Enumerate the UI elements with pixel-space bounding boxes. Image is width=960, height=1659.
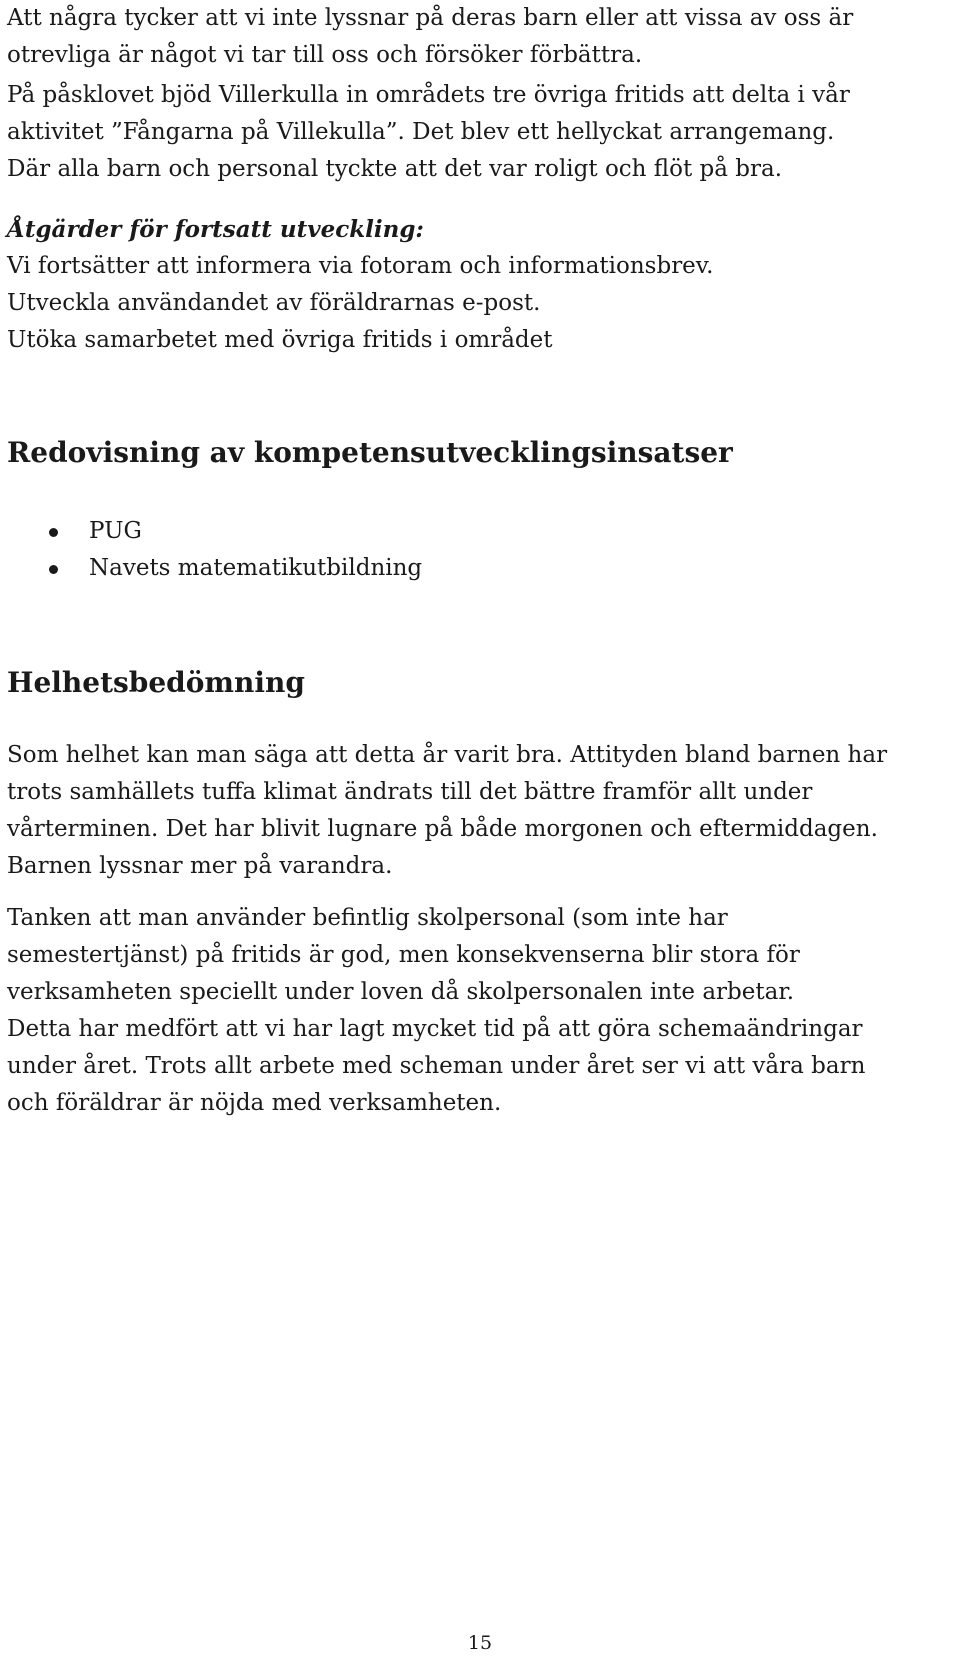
list-item-label: Navets matematikutbildning	[89, 555, 423, 581]
list-item	[7, 513, 952, 550]
bullet-icon	[49, 528, 58, 537]
page-content	[7, 0, 952, 1122]
overall-paragraph-2	[7, 900, 952, 1122]
text-line: Barnen lyssnar mer på varandra.	[7, 853, 393, 879]
text-line: verksamheten speciellt under loven då skolpersonalen inte arbetar.	[7, 979, 795, 1005]
easter-paragraph	[7, 77, 952, 188]
list-item-label: PUG	[89, 518, 142, 544]
page-number-label: 15	[467, 1632, 493, 1654]
text-line: Där alla barn och personal tyckte att det var roligt och flöt på bra.	[7, 156, 783, 182]
text-line: semestertjänst) på fritids är god, men konsekvenserna blir stora för	[7, 942, 800, 968]
competence-list	[7, 513, 952, 587]
intro-paragraph	[7, 0, 952, 74]
text-line: under året. Trots allt arbete med scheman under året ser vi att våra barn	[7, 1053, 866, 1079]
text-line: aktivitet ”Fångarna på Villekulla”. Det blev ett hellyckat arrangemang.	[7, 119, 835, 145]
text-line: Utöka samarbetet med övriga fritids i området	[7, 327, 553, 353]
text-line: trots samhällets tuffa klimat ändrats till det bättre framför allt under	[7, 779, 813, 805]
page-number	[0, 1632, 960, 1654]
text-line: Detta har medfört att vi har lagt mycket tid på att göra schemaändringar	[7, 1016, 863, 1042]
text-line: Som helhet kan man säga att detta år varit bra. Attityden bland barnen har	[7, 742, 888, 768]
bullet-icon	[49, 565, 58, 574]
competence-heading: Redovisning av kompetensutvecklingsinsatser	[7, 436, 733, 469]
text-line: Utveckla användandet av föräldrarnas e-post.	[7, 290, 541, 316]
text-line: otrevliga är något vi tar till oss och försöker förbättra.	[7, 42, 643, 68]
list-item	[7, 550, 952, 587]
measures-paragraph	[7, 248, 952, 359]
overall-paragraph-1	[7, 737, 952, 885]
overall-heading: Helhetsbedömning	[7, 666, 305, 699]
text-line: vårterminen. Det har blivit lugnare på både morgonen och eftermiddagen.	[7, 816, 878, 842]
text-line: Att några tycker att vi inte lyssnar på deras barn eller att vissa av oss är	[7, 5, 854, 31]
measures-heading: Åtgärder för fortsatt utveckling:	[7, 216, 424, 243]
text-line: och föräldrar är nöjda med verksamheten.	[7, 1090, 502, 1116]
text-line: Tanken att man använder befintlig skolpersonal (som inte har	[7, 905, 728, 931]
text-line: Vi fortsätter att informera via fotoram och informationsbrev.	[7, 253, 714, 279]
text-line: På påsklovet bjöd Villerkulla in områdets tre övriga fritids att delta i vår	[7, 82, 850, 108]
